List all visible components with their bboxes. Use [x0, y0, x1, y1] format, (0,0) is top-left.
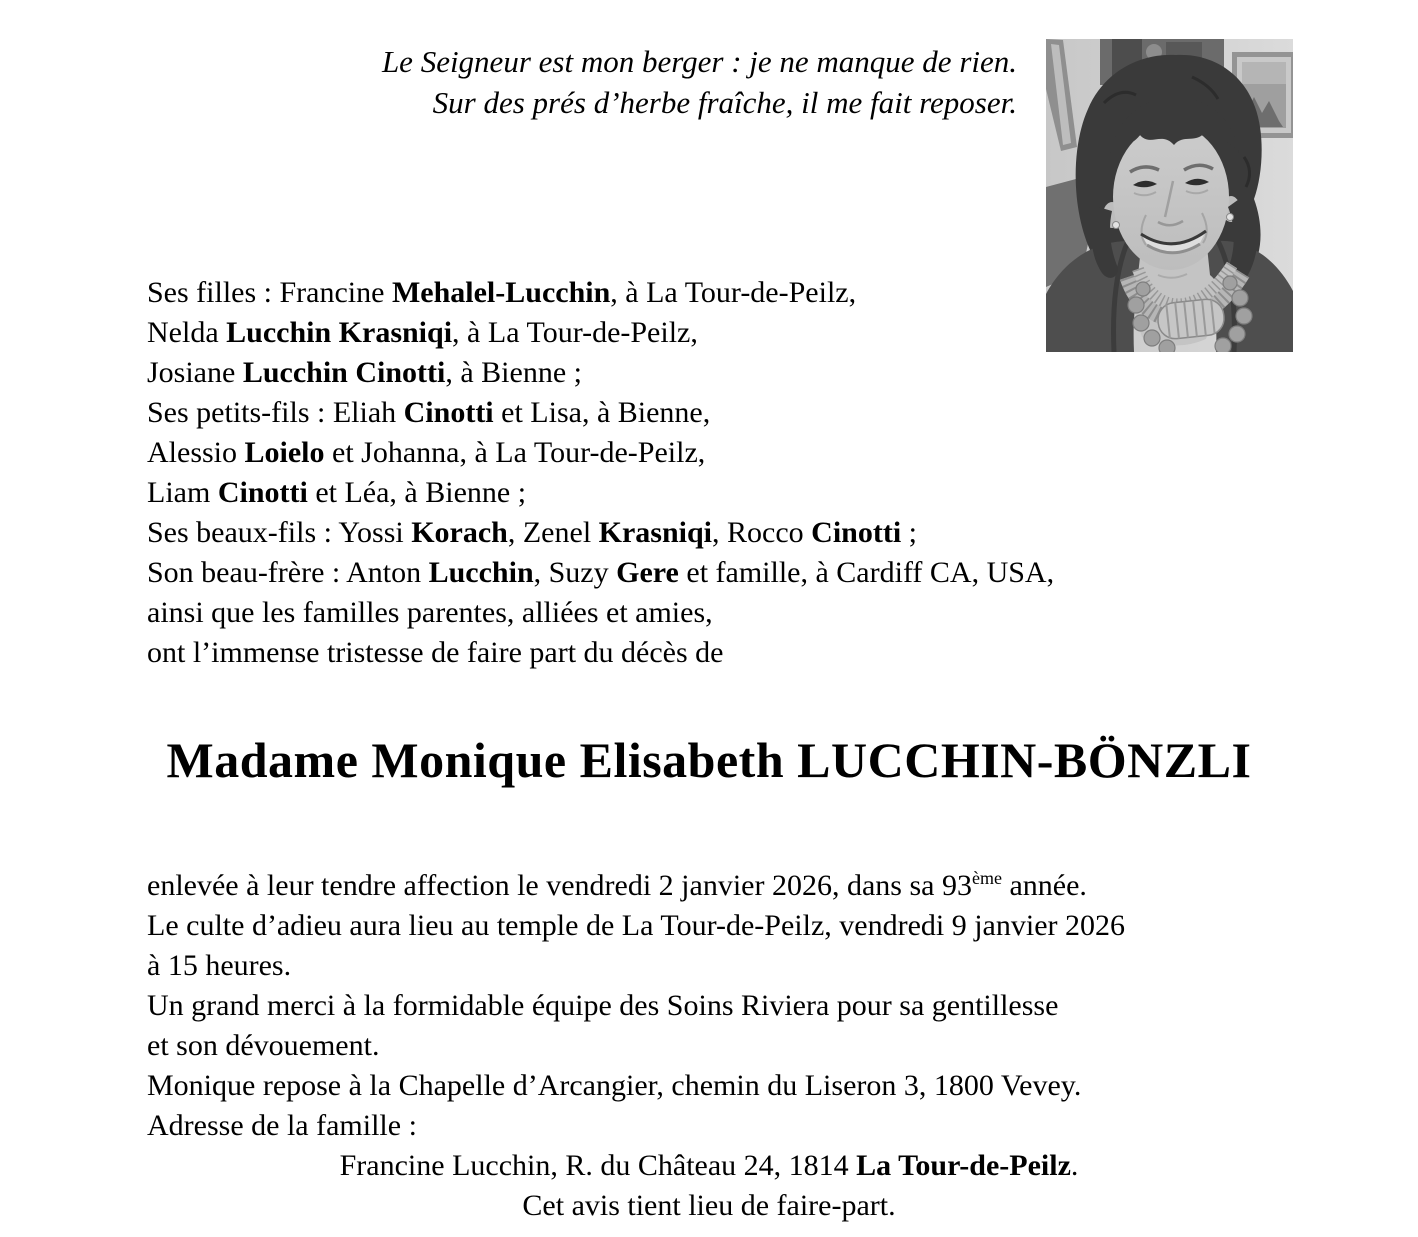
text-line	[147, 1066, 1271, 1106]
text-line	[147, 946, 1271, 986]
text-segment: et Johanna, à La Tour-de-Peilz,	[324, 436, 706, 469]
text-segment: , à La Tour-de-Peilz,	[452, 316, 698, 349]
text-segment: Francine Lucchin, R. du Château 24, 1814	[339, 1149, 857, 1182]
text-segment: Cet avis tient lieu de faire-part.	[522, 1189, 896, 1222]
text-segment: Alessio	[147, 436, 245, 469]
text-segment: Ses petits-fils : Eliah	[147, 396, 404, 429]
text-line	[147, 393, 1287, 433]
text-segment: à 15 heures.	[147, 949, 292, 982]
text-segment: Josiane	[147, 356, 243, 389]
bold-name-segment: Mehalel-Lucchin	[391, 276, 611, 309]
text-segment: , à Bienne ;	[445, 356, 582, 389]
text-line	[147, 473, 1287, 513]
text-line	[147, 593, 1287, 633]
bold-name-segment: Cinotti	[403, 396, 494, 429]
text-segment: et Lisa, à Bienne,	[493, 396, 711, 429]
superscript-segment: ème	[971, 868, 1002, 888]
bold-name-segment: Lucchin	[428, 556, 534, 589]
text-segment: Le culte d’adieu aura lieu au temple de La Tour-de-Peilz, vendredi 9 janvier 2026	[147, 909, 1126, 942]
text-segment: , Rocco	[712, 516, 812, 549]
text-segment: ont l’immense tristesse de faire part du décès de	[147, 636, 724, 669]
text-line	[147, 273, 1287, 313]
text-line	[147, 353, 1287, 393]
text-line	[147, 513, 1287, 553]
text-segment: , à La Tour-de-Peilz,	[610, 276, 857, 309]
family-address	[147, 1146, 1271, 1226]
deceased-name-title: Madame Monique Elisabeth LUCCHIN-BÖNZLI	[166, 732, 1252, 788]
funeral-details	[147, 866, 1271, 1146]
quote-line-2: Sur des prés d’herbe fraîche, il me fait reposer.	[432, 85, 1017, 120]
bold-name-segment: La Tour-de-Peilz	[856, 1149, 1071, 1182]
family-announcement	[147, 273, 1287, 673]
text-line	[147, 433, 1287, 473]
text-line	[147, 986, 1271, 1026]
text-segment: Adresse de la famille :	[147, 1109, 417, 1142]
bold-name-segment: Gere	[616, 556, 679, 589]
text-segment: ;	[901, 516, 918, 549]
text-segment: Monique repose à la Chapelle d’Arcangier, chemin du Liseron 3, 1800 Vevey.	[147, 1069, 1082, 1102]
bold-name-segment: Loielo	[244, 436, 325, 469]
text-segment: Son beau-frère : Anton	[147, 556, 429, 589]
text-segment: .	[1070, 1149, 1079, 1182]
text-line	[147, 906, 1271, 946]
scripture-quote	[0, 41, 1017, 123]
bold-name-segment: Cinotti	[811, 516, 902, 549]
text-segment: Un grand merci à la formidable équipe des Soins Riviera pour sa gentillesse	[147, 989, 1059, 1022]
bold-name-segment: Korach	[411, 516, 508, 549]
text-segment: Ses filles : Francine	[147, 276, 392, 309]
text-segment: Nelda	[147, 316, 227, 349]
text-line	[147, 553, 1287, 593]
bold-name-segment: Cinotti	[217, 476, 308, 509]
text-segment: année.	[1001, 869, 1087, 902]
text-segment: et Léa, à Bienne ;	[307, 476, 527, 509]
quote-line-1: Le Seigneur est mon berger : je ne manque de rien.	[381, 44, 1017, 79]
text-segment: ainsi que les familles parentes, alliées et amies,	[147, 596, 713, 629]
text-line	[147, 1186, 1271, 1226]
bold-name-segment: Lucchin Cinotti	[242, 356, 446, 389]
text-line	[147, 633, 1287, 673]
text-segment: et famille, à Cardiff CA, USA,	[678, 556, 1055, 589]
text-line	[147, 1106, 1271, 1146]
text-segment: et son dévouement.	[147, 1029, 380, 1062]
text-segment: Ses beaux-fils : Yossi	[147, 516, 412, 549]
text-line	[147, 1026, 1271, 1066]
bold-name-segment: Krasniqi	[598, 516, 713, 549]
text-line	[147, 313, 1287, 353]
text-line	[147, 1146, 1271, 1186]
text-segment: Liam	[147, 476, 218, 509]
text-segment: , Zenel	[507, 516, 599, 549]
bold-name-segment: Lucchin Krasniqi	[226, 316, 453, 349]
text-segment: , Suzy	[533, 556, 617, 589]
text-segment: enlevée à leur tendre affection le vendredi 2 janvier 2026, dans sa 93	[147, 869, 972, 902]
text-line	[147, 866, 1271, 906]
